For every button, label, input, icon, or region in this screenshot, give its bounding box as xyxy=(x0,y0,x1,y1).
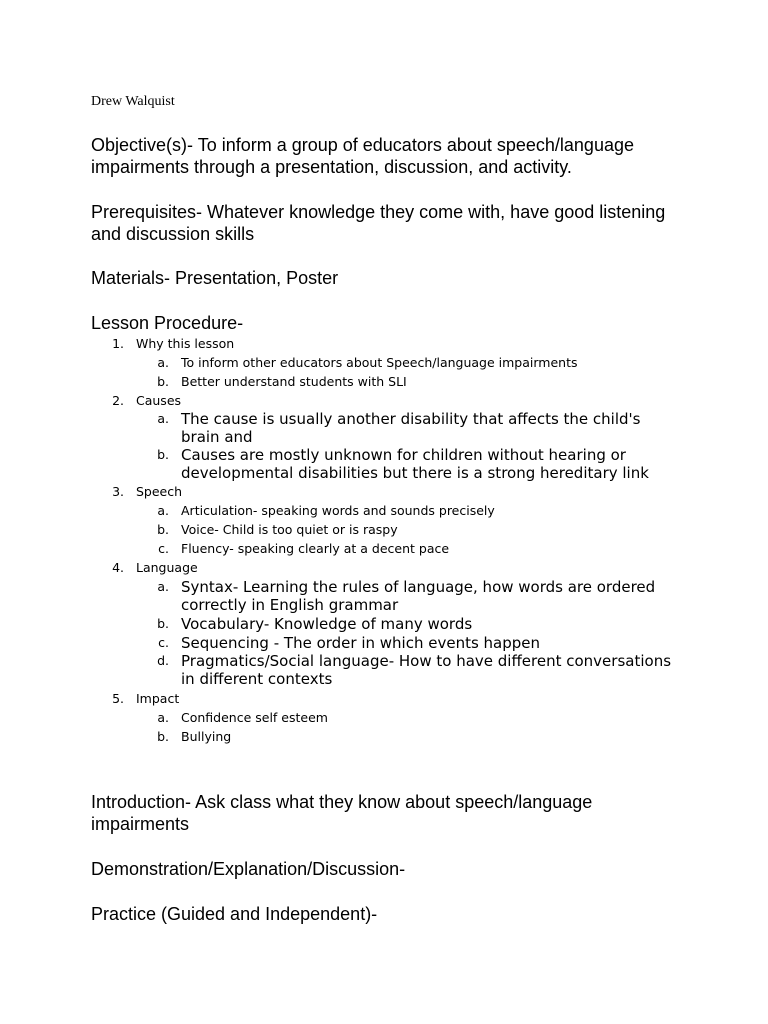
list-marker: 3. xyxy=(112,484,124,499)
list-marker: c. xyxy=(158,635,169,650)
lesson-procedure-heading: Lesson Procedure- xyxy=(91,313,244,333)
procedure-item-label: Impact xyxy=(136,691,180,706)
demonstration-paragraph: Demonstration/Explanation/Discussion- xyxy=(91,859,406,879)
list-marker: b. xyxy=(157,729,169,744)
list-marker: b. xyxy=(157,374,169,389)
list-item-text: Pragmatics/Social language- How to have different conversations in different contexts xyxy=(181,652,672,688)
list-item-text: To inform other educators about Speech/language impairments xyxy=(181,355,578,370)
list-marker: 2. xyxy=(112,393,124,408)
list-marker: 1. xyxy=(112,336,124,351)
author-name: Drew Walquist xyxy=(91,94,175,109)
list-marker: 5. xyxy=(112,691,124,706)
list-marker: a. xyxy=(157,503,169,518)
list-marker: a. xyxy=(157,710,169,725)
list-item-text: Better understand students with SLI xyxy=(181,374,407,389)
practice-paragraph: Practice (Guided and Independent)- xyxy=(91,904,378,924)
procedure-item-label: Why this lesson xyxy=(136,336,235,351)
list-item-text: Sequencing - The order in which events happen xyxy=(181,634,541,652)
materials-paragraph: Materials- Presentation, Poster xyxy=(91,268,339,288)
list-marker: b. xyxy=(157,616,169,631)
list-item-text: Syntax- Learning the rules of language, how words are ordered correctly in English grammar xyxy=(181,578,656,614)
list-marker: a. xyxy=(157,579,169,594)
list-item-text: Fluency- speaking clearly at a decent pace xyxy=(181,541,450,556)
list-item-text: Confidence self esteem xyxy=(181,710,328,725)
list-item-text: Causes are mostly unknown for children without hearing or developmental disabilities but there is a strong hereditary link xyxy=(181,446,649,482)
procedure-item-label: Language xyxy=(136,560,198,575)
list-marker: c. xyxy=(158,541,169,556)
procedure-item-label: Causes xyxy=(136,393,182,408)
procedure-item-label: Speech xyxy=(136,484,183,499)
introduction-paragraph: Introduction- Ask class what they know about speech/language impairments xyxy=(91,792,593,834)
list-item-text: Bullying xyxy=(181,729,232,744)
list-marker: a. xyxy=(157,411,169,426)
list-marker: 4. xyxy=(112,560,124,575)
prerequisites-paragraph: Prerequisites- Whatever knowledge they come with, have good listening and discussion skills xyxy=(91,202,666,244)
list-item-text: Articulation- speaking words and sounds precisely xyxy=(181,503,495,518)
list-marker: b. xyxy=(157,447,169,462)
list-item-text: Vocabulary- Knowledge of many words xyxy=(181,615,473,633)
list-item-text: The cause is usually another disability that affects the child's brain and xyxy=(181,410,641,446)
list-marker: a. xyxy=(157,355,169,370)
list-marker: b. xyxy=(157,522,169,537)
list-item-text: Voice- Child is too quiet or is raspy xyxy=(181,522,398,537)
list-marker: d. xyxy=(157,653,169,668)
objective-paragraph: Objective(s)- To inform a group of educators about speech/language impairments through a presentation, discussion, and activity. xyxy=(91,135,634,177)
